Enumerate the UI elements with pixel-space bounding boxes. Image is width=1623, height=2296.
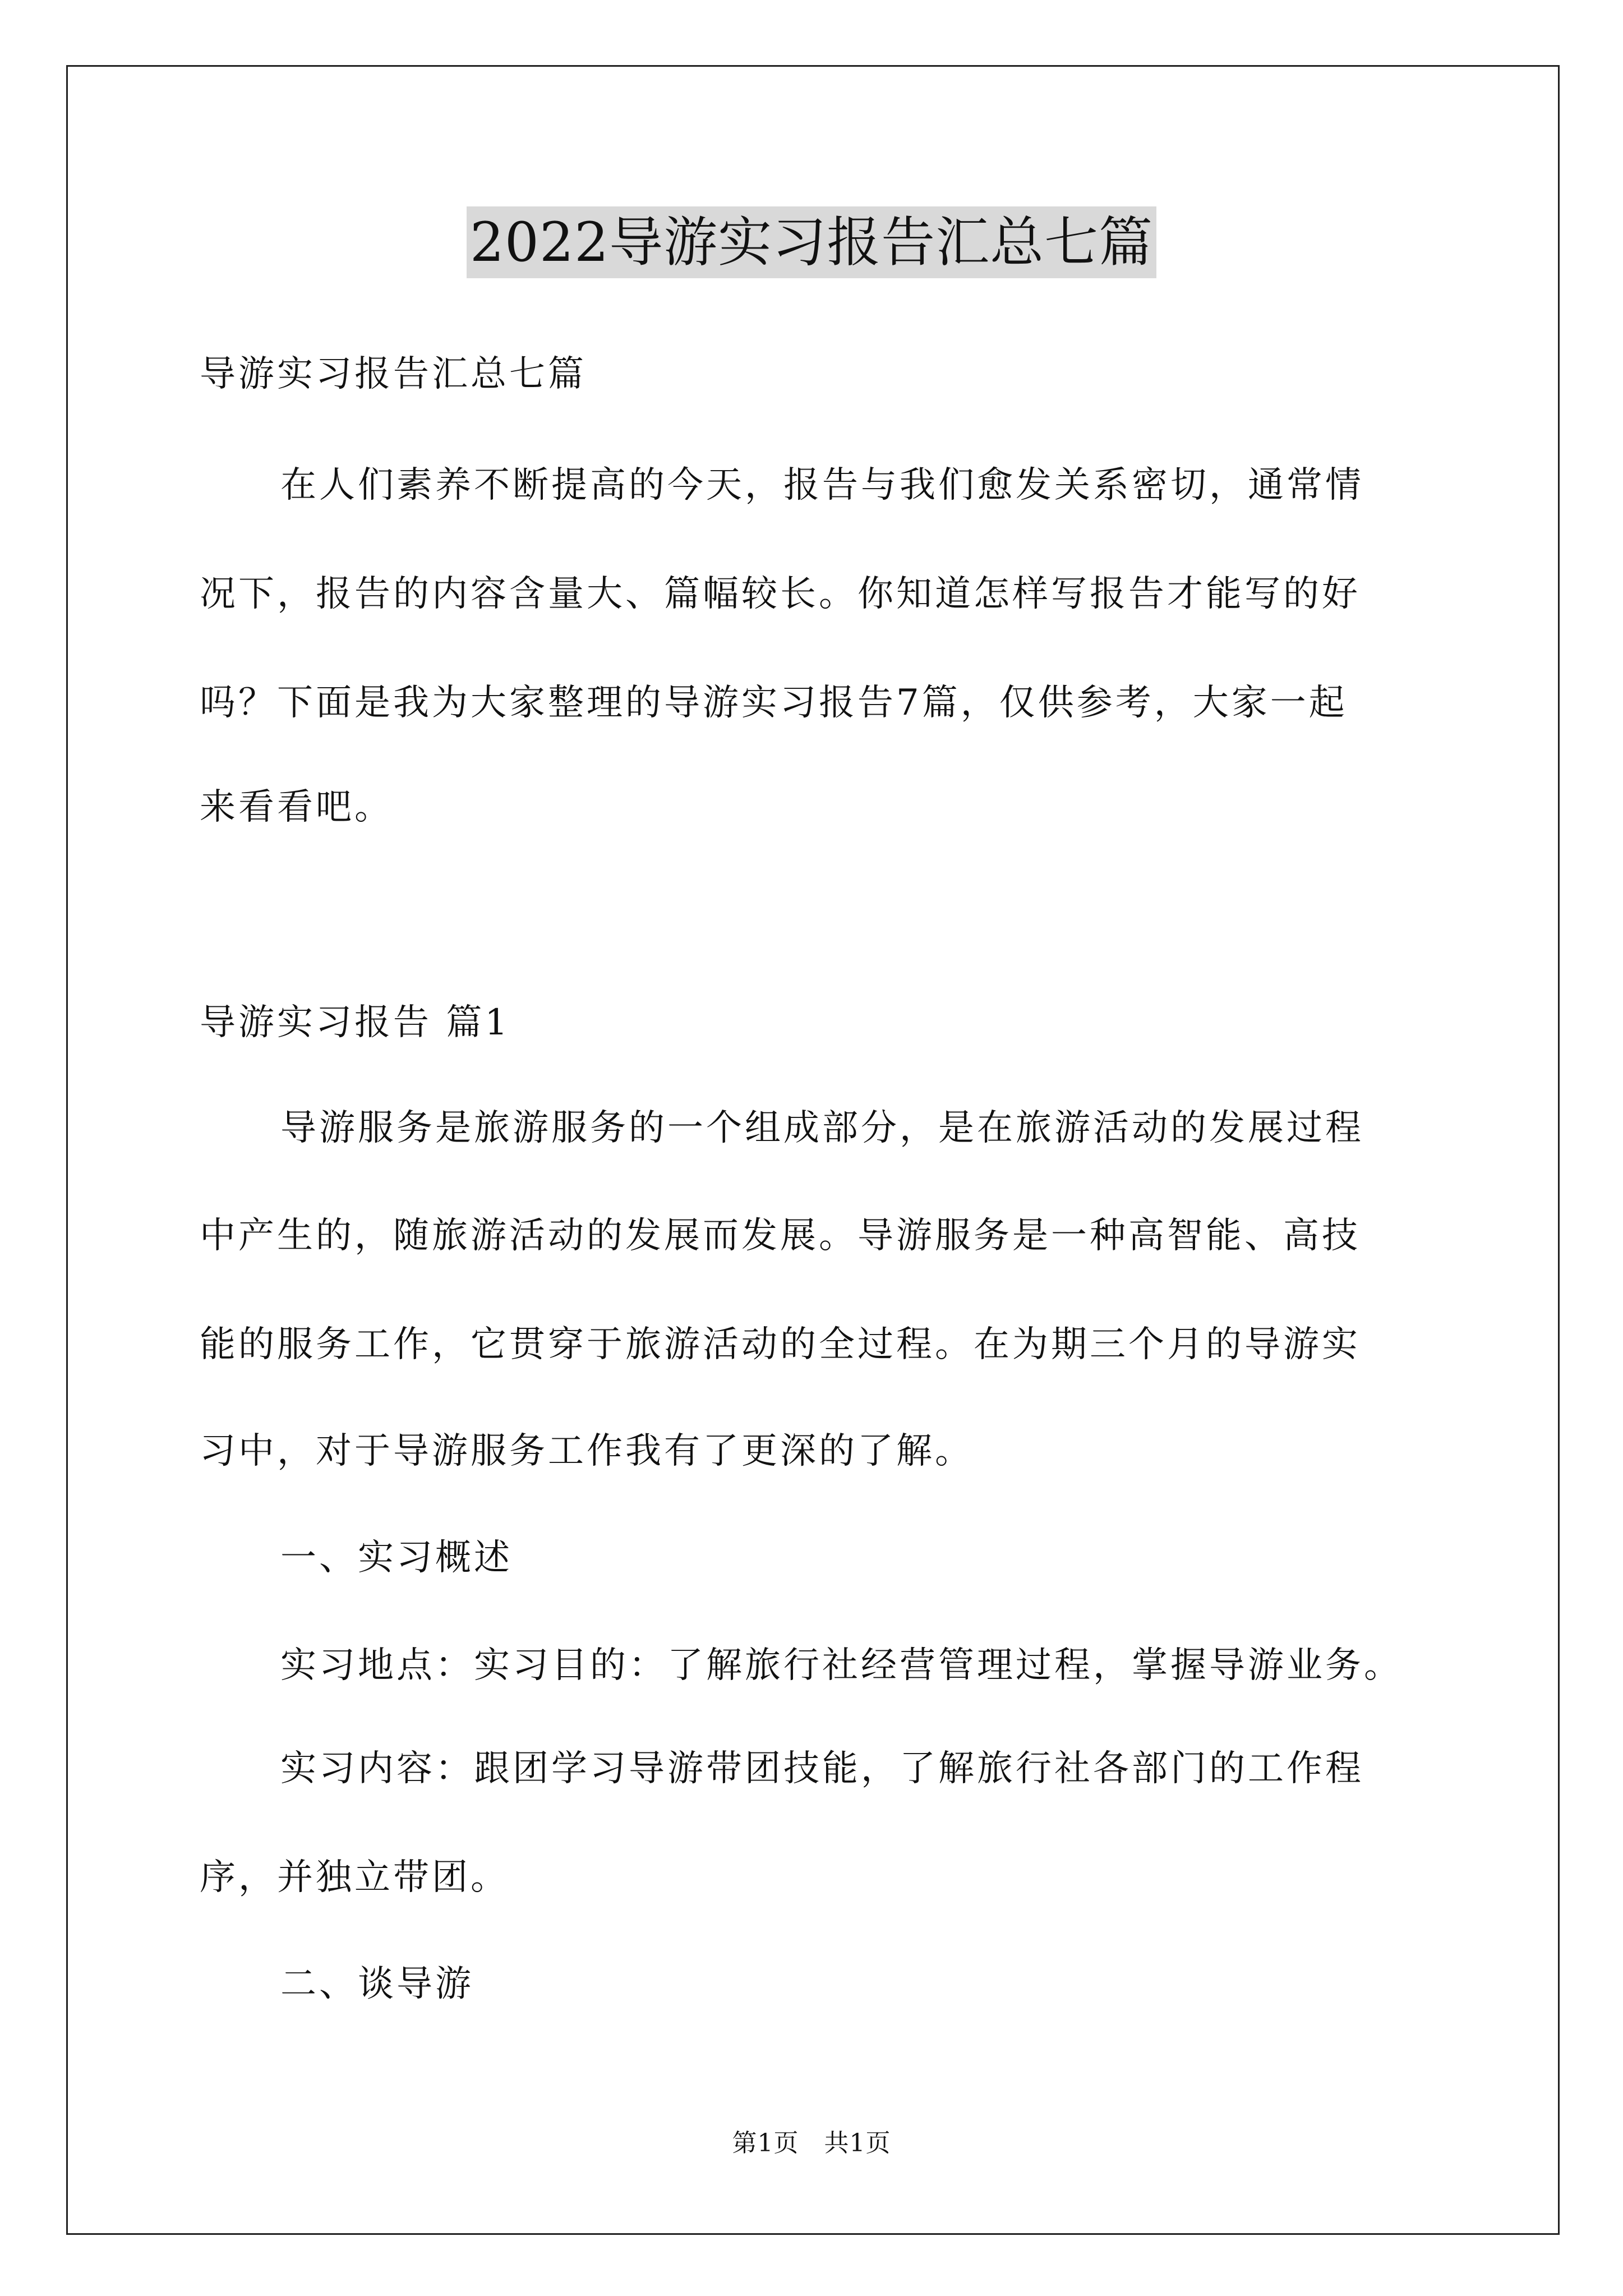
internship-content-line-1: 实习内容：跟团学习导游带团技能，了解旅行社各部门的工作程: [280, 1748, 1364, 1789]
paragraph-line-3: 能的服务工作，它贯穿于旅游活动的全过程。在为期三个月的导游实: [200, 1324, 1361, 1365]
document-title: 2022导游实习报告汇总七篇: [467, 206, 1156, 278]
page-footer: 第1页 共1页: [732, 2129, 891, 2157]
intro-line-4: 来看看吧。: [200, 786, 393, 828]
intro-line-1: 在人们素养不断提高的今天，报告与我们愈发关系密切，通常情: [280, 464, 1364, 506]
document-title-container: [0, 206, 1623, 278]
internship-location-line: 实习地点：实习目的：了解旅行社经营管理过程，掌握导游业务。: [280, 1645, 1403, 1686]
paragraph-line-2: 中产生的，随旅游活动的发展而发展。导游服务是一种高智能、高技: [200, 1215, 1361, 1257]
subtitle-line: 导游实习报告汇总七篇: [200, 353, 587, 395]
subheading-overview: 一、实习概述: [280, 1537, 513, 1579]
subheading-guide: 二、谈导游: [280, 1963, 474, 2005]
section-heading-1: 导游实习报告 篇1: [200, 1002, 511, 1043]
paragraph-line-4: 习中，对于导游服务工作我有了更深的了解。: [200, 1430, 974, 1472]
intro-line-2: 况下，报告的内容含量大、篇幅较长。你知道怎样写报告才能写的好: [200, 573, 1361, 615]
paragraph-line-1: 导游服务是旅游服务的一个组成部分，是在旅游活动的发展过程: [280, 1107, 1364, 1149]
internship-content-line-2: 序，并独立带团。: [200, 1857, 509, 1898]
intro-line-3: 吗？下面是我为大家整理的导游实习报告7篇，仅供参考，大家一起: [200, 682, 1348, 724]
